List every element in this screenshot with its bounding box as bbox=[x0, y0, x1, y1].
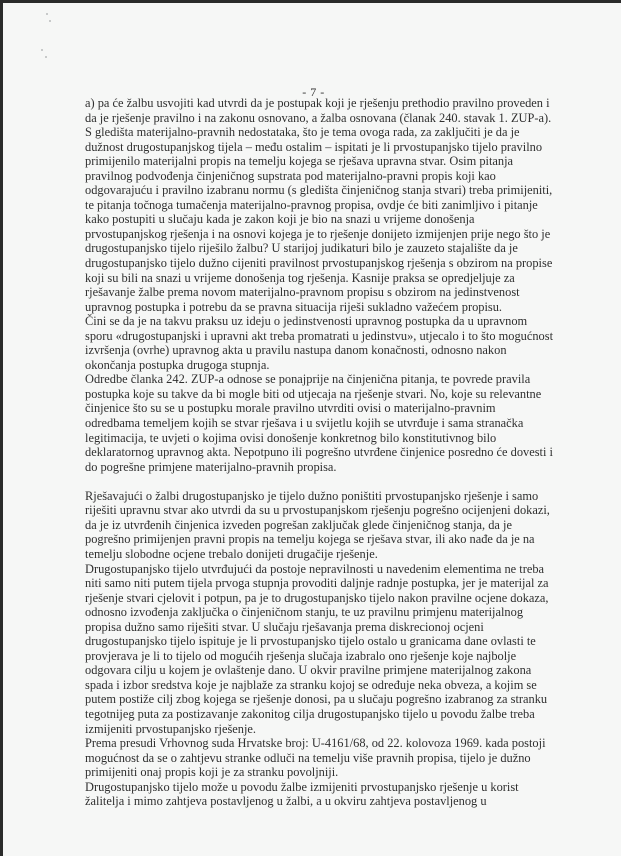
text-line: do pogrešne primjene materijalno-pravnih propisa. bbox=[85, 459, 337, 474]
text-line: Odredbe članka 242. ZUP-a odnose se ponajprije na činjenična pitanja, te povrede pravila bbox=[85, 372, 531, 387]
paragraph bbox=[85, 314, 565, 372]
text-line: pogrešno primijenjen pravni propis na temelju kojega se rješava stvar, ili ako nađe da je na bbox=[85, 532, 535, 547]
text-line: provjerava je li to tijelo od mogućih rješenja slučaja izabralo ono rješenje koje najbolje bbox=[85, 648, 517, 663]
paragraph bbox=[85, 736, 565, 780]
paragraph-gap bbox=[85, 474, 565, 489]
paragraph bbox=[85, 96, 565, 314]
text-line: primijeniti onaj propis koji je za stranku povoljniji. bbox=[85, 765, 339, 780]
text-line: izvršenja (ovrhe) upravnog akta u pravilu nastupa danom konačnosti, odnosno nakon bbox=[85, 343, 507, 358]
text-line: spada i izbor sredstva koje je najblaže za stranku kojoj se određuje neka obveza, a kojim se bbox=[85, 677, 537, 692]
text-line: propisa dužno samo riješiti stvar. U slučaju rješavanja prema diskrecionoj ocjeni bbox=[85, 619, 484, 634]
text-line: upravnog postupka i potrebu da se pravna situacija riješi sukladno važećem propisu. bbox=[85, 299, 503, 314]
text-line: kako postupiti u slučaju kada je zakon koji je bio na snazi u vrijeme donošenja bbox=[85, 212, 475, 227]
text-line: okončanja postupka drugoga stupnja. bbox=[85, 357, 270, 372]
text-line: Rješavajući o žalbi drugostupanjsko je tijelo dužno poništiti prvostupanjsko rješenje i samo bbox=[85, 488, 539, 503]
text-line: te pitanja točnoga tumačenja materijalno-pravnog propisa, ovdje će biti zanimljivo i pitanje bbox=[85, 197, 538, 212]
paragraph bbox=[85, 780, 565, 809]
paragraph bbox=[85, 372, 565, 474]
text-line: sporu «drugostupanjski i upravni akt treba promatrati u jedinstvu», utjecalo i to što mogućnost bbox=[85, 328, 554, 343]
text-line: postupka koje su takve da bi mogle biti od utjecaja na rješenje stvari. No, koje su relevantne bbox=[85, 386, 542, 401]
scan-speck bbox=[46, 13, 48, 15]
text-line: drugostupanjsko tijelo riješilo žalbu? U starijoj judikaturi bilo je zauzeto stajalište da je bbox=[85, 241, 518, 256]
text-line: da je iz utvrđenih činjenica izveden pogrešan zaključak glede činjeničnog stanja, da je bbox=[85, 517, 512, 532]
text-line: rješavanje žalbe prema novom materijalno-pravnom propisu s obzirom na jedinstvenost bbox=[85, 285, 520, 300]
text-line: deklaratornog upravnog akta. Nepotpuno ili pogrešno utvrđene činjenice posredno će dovesti i bbox=[85, 445, 553, 460]
text-line: izmijeniti prvostupanjsko rješenje. bbox=[85, 721, 257, 736]
paragraph bbox=[85, 562, 565, 737]
text-line: dužnost drugostupanjskog tijela – među ostalim – ispitati je li prvostupanjsko tijelo pravilno bbox=[85, 139, 543, 154]
text-line: odredbama temeljem kojih se stvar rješava i u svijetlu kojih se utvrđuje i sama stranačka bbox=[85, 416, 524, 431]
scan-speck bbox=[41, 49, 43, 51]
text-line: Drugostupanjsko tijelo može u povodu žalbe izmijeniti prvostupanjsko rješenje u korist bbox=[85, 779, 519, 794]
text-line: pravilnog podvođenja činjeničnog supstrata pod materijalno-pravni propis koji kao bbox=[85, 168, 496, 183]
text-line: legitimacija, te uvjeti o kojima ovisi donošenje konkretnog bilo konstitutivnog bilo bbox=[85, 430, 497, 445]
text-line: primijenilo materijalni propis na temelju kojega se rješava upravna stvar. Osim pitanja bbox=[85, 154, 514, 169]
text-line: odgovarajuću i pravilno izabranu normu (s gledišta činjeničnog stanja stvari) treba primijeniti, bbox=[85, 183, 553, 198]
text-line: mogućnost da se o zahtjevu stranke odluči na temelju više pravnih propisa, tijelo je dužno bbox=[85, 750, 531, 765]
text-line: rješenje stvari cjelovit i potpun, pa je to drugostupanjsko tijelo nakon pravilne ocjene dokaza, bbox=[85, 590, 549, 605]
text-line: prvostupanjskog rješenja i na osnovi kojega je to rješenje donijeto izmijenjen prije nego što je bbox=[85, 226, 551, 241]
text-line: riješiti upravnu stvar ako utvrdi da su u prvostupanjskom rješenju pogrešno ocijenjeni dokazi, bbox=[85, 503, 550, 518]
page-number: - 7 - bbox=[302, 85, 325, 99]
text-line: odgovara cilju u kojem je ovlaštenje dano. U okvir pravilne primjene materijalnog zakona bbox=[85, 663, 532, 678]
document-body bbox=[85, 96, 565, 809]
text-line: činjenice što su se u postupku morale pravilno utvrditi ovisi o materijalno-pravnim bbox=[85, 401, 496, 416]
text-line: S gledišta materijalno-pravnih nedostataka, što je tema ovoga rada, za zaključiti je da je bbox=[85, 125, 520, 140]
text-line: Prema presudi Vrhovnog suda Hrvatske broj: U-4161/68, od 22. kolovoza 1969. kada postoji bbox=[85, 736, 546, 751]
text-line: tegotnijeg puta za postizavanje zakonitog cilja drugostupanjsko tijelo u povodu žalbe treba bbox=[85, 706, 535, 721]
scan-speck bbox=[45, 56, 47, 58]
paragraph bbox=[85, 489, 565, 562]
text-line: temelju slobodne ocjene trebalo donijeti drugačije rješenje. bbox=[85, 546, 378, 561]
text-line: niti samo niti putem tijela prvoga stupnja provoditi daljnje radnje postupka, jer je materijal za bbox=[85, 576, 549, 591]
text-line: putem postiže cilj zbog kojega se rješenje donosi, pa u slučaju pogrešno izabranog za stranku bbox=[85, 692, 548, 707]
text-line: drugostupanjsko tijelo dužno cijeniti pravilnost prvostupanjskog rješenja s obzirom na propise bbox=[85, 256, 553, 271]
text-line: drugostupanjsko tijelo ispituje je li prvostupanjsko tijelo ostalo u granicama dane ovlasti te bbox=[85, 634, 536, 649]
text-line: a) pa će žalbu usvojiti kad utvrdi da je postupak koji je rješenju prethodio pravilno proveden i bbox=[85, 96, 550, 110]
scan-speck bbox=[49, 20, 51, 22]
text-line: Drugostupanjsko tijelo utvrđujući da postoje nepravilnosti u navedenim elementima ne treba bbox=[85, 561, 545, 576]
text-line: žalitelja i mimo zahtjeva postavljenog u žalbi, a u okviru zahtjeva postavljenog u bbox=[85, 794, 487, 809]
text-line: koji su bili na snazi u vrijeme donošenja tog rješenja. Kasnije praksa se opredjeljuje za bbox=[85, 270, 515, 285]
text-line: odnosno izvođenja zaključka o činjeničnom stanju, te uz pravilnu primjenu materijalnog bbox=[85, 605, 524, 620]
text-line: da je rješenje pravilno i na zakonu osnovano, a žalba osnovana (članak 240. stavak 1. ZUP-a). bbox=[85, 110, 552, 125]
text-line: Čini se da je na takvu praksu uz ideju o jedinstvenosti upravnog postupka da u upravnom bbox=[85, 314, 528, 329]
